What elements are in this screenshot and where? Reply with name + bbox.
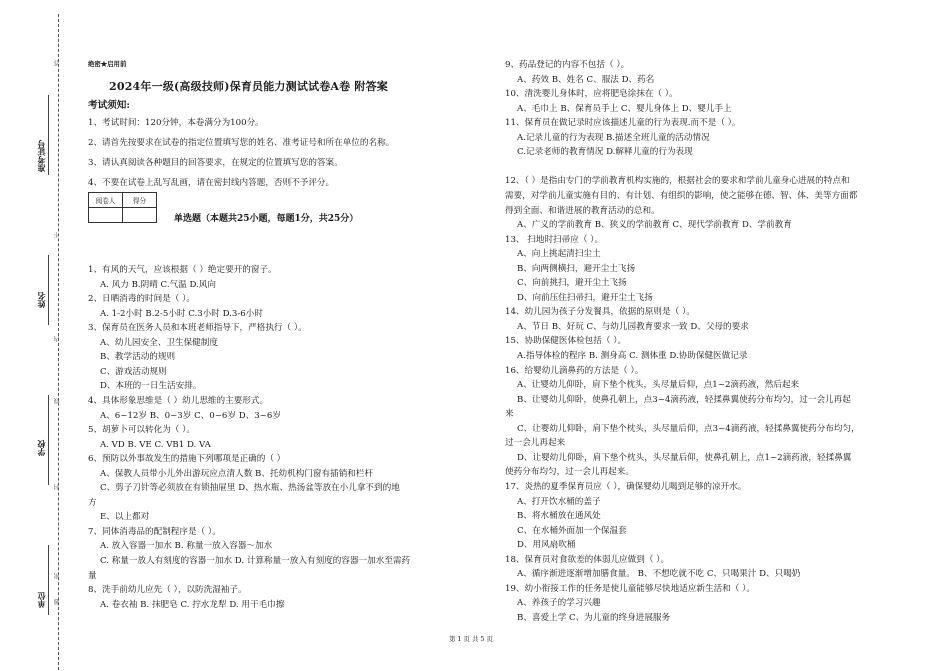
question-line: C、让婴幼儿仰卧，肩下垫个枕头，头尽量后仰，点3~4滴药液，轻揉鼻翼使药分布均匀， — [517, 423, 860, 434]
field-label-school: 学校 — [36, 440, 46, 456]
seal-char: 密 — [54, 573, 61, 579]
question-line: A、循序渐进逐渐增加膳食量。 B、不想吃就不吃 C、只喝果汁 D、只喝奶 — [517, 569, 801, 580]
question-line: 7、同体消毒品的配制程序是（ ）。 — [88, 526, 221, 537]
question-line: 需要，对学前儿童实施有目的、有计划、有组织的影响，使之能够在德、智、体、美等方面都 — [505, 190, 858, 201]
secret-tag: 绝密★启用前 — [88, 60, 127, 68]
question-line: C、向前挑扫，避开尘土飞扬 — [517, 278, 627, 289]
notice-heading: 考试须知: — [88, 100, 130, 111]
question-line: 12、（ ）是指由专门的学前教育机构实施的，根据社会的要求和学前儿童身心进展的特点和 — [505, 176, 850, 187]
notice-item: 1、考试时间：120分钟，本卷满分为100分。 — [88, 118, 264, 128]
question-line: A、6~12岁 B、0~3岁 C、0~6岁 D、3~6岁 — [100, 410, 281, 421]
question-line: C、游戏活动规则 — [100, 366, 167, 377]
question-line: A、幼儿园安全、卫生保健制度 — [100, 337, 218, 348]
question-line: 18、保育员对食欲差的体弱儿应做到（ ）。 — [505, 554, 670, 565]
question-line: 16、给婴幼儿滴鼻药的方法是（ ）。 — [505, 365, 644, 376]
question-line: D、用风扇吹桶 — [517, 540, 576, 551]
question-line: 19、幼小衔接工作的任务是使儿童能够尽快地适应新生活和（ ）。 — [505, 583, 755, 594]
notice-item: 3、请认真阅读各种题目的回答要求，在规定的位置填写您的答案。 — [88, 158, 343, 168]
field-line-unit — [48, 545, 49, 615]
score-box — [88, 192, 157, 223]
question-line: D、让婴幼儿仰卧，肩下垫个枕头，头尽量后仰，使鼻孔朝上，点1~2滴药液，轻揉鼻翼 — [517, 452, 852, 463]
field-line-name — [48, 255, 49, 325]
question-line: 10、清洗婴儿身体时，应将肥皂涂抹在（ ）。 — [505, 89, 678, 100]
score-label: 得分 — [123, 193, 157, 208]
question-line: 15、协助保健医体检包括（ ）。 — [505, 336, 627, 347]
question-line: 得到全面、和谐进展的教育活动的总和。 — [505, 205, 660, 216]
seal-char: 答 — [54, 60, 61, 66]
section-title: 单选题（本题共25小题，每题1分，共25分） — [174, 214, 359, 224]
question-line: 1、有风的天气，应该根据（ ）绝定要开的窗子。 — [88, 265, 277, 275]
question-line: 来 — [505, 409, 514, 420]
seal-char: 线 — [54, 398, 61, 404]
question-line: C、在水桶外面加一个保温套 — [517, 525, 627, 536]
binding-margin — [14, 0, 61, 671]
page-title: 2024年一级(高级技师)保育员能力测试试卷A卷 附答案 — [109, 80, 388, 93]
question-line: A、节日 B、好玩 C、与幼儿园教育要求一致 D、父母的要求 — [517, 321, 749, 332]
question-line: B、将水桶放在通风处 — [517, 511, 601, 522]
question-line: D、本班的一日生活安排。 — [100, 381, 202, 392]
notice-item: 4、不要在试卷上乱写乱画，请在密封线内答题，否则不予评分。 — [88, 178, 335, 188]
question-line: A、养孩子的学习兴趣 — [517, 598, 601, 609]
field-line-exam-number — [48, 95, 49, 175]
question-line: A、向上挑起清扫尘土 — [517, 249, 601, 260]
question-line: 6、预防以外事故发生的措施下列哪项是正确的（ ） — [88, 454, 286, 465]
question-line: 14、幼儿园为孩子分发餐具，依据的原则是（ ）。 — [505, 307, 695, 318]
question-line: B、向两侧横扫，避开尘土飞扬 — [517, 263, 636, 274]
question-line: 过一会儿再起来 — [505, 438, 566, 449]
question-line: A. 1-2小时 B.2-5小时 C.3小时 D.3-6小时 — [100, 308, 263, 319]
question-line: C.记录老师的教育情况 D.解释儿童的行为表现 — [517, 147, 693, 158]
question-line: A. 风力 B.阴晴 C.气温 D.风向 — [100, 279, 216, 290]
notice-item: 2、请首先按要求在试卷的指定位置填写您的姓名、准考证号和所在单位的名称。 — [88, 138, 395, 148]
question-line: 5、胡萝卜可以转化为（ ）。 — [88, 425, 196, 436]
question-line: A. 卷衣袖 B. 抹肥皂 C. 拧水龙犁 D. 用干毛巾擦 — [100, 599, 285, 610]
page-footer: 第 1 页 共 5 页 — [449, 635, 493, 643]
question-line: C. 称量一放人有刻度的容器一加水 D. 计算称量一放入有刻度的容器一加水至需药 — [100, 556, 411, 566]
question-line: E、以上都对 — [100, 512, 150, 523]
question-line: 8、洗手前幼儿应先（ ），以防洗湿袖子。 — [88, 585, 247, 596]
seal-char: 封 — [54, 484, 61, 490]
question-line: A、让婴幼儿仰卧，肩下垫个枕头，头尽量后仰，点1~2滴药液，然后起来 — [517, 380, 800, 391]
field-label-name: 姓名 — [36, 292, 46, 308]
seal-dashed-line — [58, 14, 59, 670]
question-line: A.记录儿童的行为表现 B.描述全班儿童的活动情况 — [517, 132, 710, 143]
question-line: 11、保育员在做记录时应该描述儿童的行为表现.而不是（ ）。 — [505, 118, 741, 129]
score-cell[interactable] — [123, 208, 157, 223]
question-line: A.指导体检的程序 B. 测身高 C. 测体重 D.协助保健医做记录 — [517, 351, 748, 361]
question-line: B、教学活动的规则 — [100, 352, 176, 363]
question-line: B、喜爱上学 C、为儿童的终身进展服务 — [517, 612, 671, 623]
question-line: A、打开饮水桶的盖子 — [517, 496, 601, 507]
question-line: D、向前压住扫帚扫，避开尘土飞扬 — [517, 292, 653, 303]
seal-char: 内 — [54, 336, 61, 342]
question-line: B、让婴幼儿仰卧，使鼻孔朝上，点3~4滴药液，轻揉鼻翼使药分布均匀，过一会儿再起 — [517, 394, 851, 405]
question-line: A、药效 B、姓名 C、服法 D、药名 — [517, 74, 655, 85]
question-line: 使药分布均匀，过一会儿再起来。 — [505, 467, 634, 478]
reviewer-cell[interactable] — [89, 208, 123, 223]
question-line: 13、 扫地时扫帚应（ ）。 — [505, 234, 604, 245]
question-line: 9、药品登记的内容不包括（ ）。 — [505, 60, 630, 70]
question-line: 3、保育员在医务人员和本班老师指导下，严格执行（ ）。 — [88, 323, 307, 334]
question-line: A、保教人员带小儿外出游玩应点清人数 B、托幼机构门窗有插销和栏杆 — [100, 468, 374, 479]
seal-char: 不 — [54, 232, 61, 238]
field-label-unit: 单位 — [36, 592, 46, 608]
question-line: 17、炎热的夏季保育员应（ ），确保婴幼儿喝到足够的凉开水。 — [505, 481, 747, 492]
question-line: A、广义的学前教育 B、狭义的学前教育 C、现代学前教育 D、学前教育 — [517, 220, 792, 231]
question-line: A、毛巾上 B、保育员手上 C、婴儿身体上 D、婴儿手上 — [517, 103, 732, 114]
field-line-school — [48, 395, 49, 485]
question-line: C、剪子刀针等必须放在有锁抽屉里 D、热水瓶、热汤盆等放在小儿拿不到的地 — [100, 483, 400, 494]
question-line: A. 放入容器一加水 B. 称量一放入容器～加水 — [100, 541, 273, 552]
field-label-exam-number: 准考证号 — [36, 140, 46, 172]
question-line: 量 — [88, 570, 97, 581]
reviewer-label: 阅卷人 — [89, 193, 123, 208]
question-line: 2、日晒消毒的时间是（ ）。 — [88, 294, 196, 305]
question-line: 方 — [88, 497, 97, 508]
question-line: 4、具体形象思维是（ ）幼儿思维的主要形式。 — [88, 395, 269, 406]
question-line: A. VD B. VE C. VB1 D. VA — [100, 439, 211, 450]
seal-char: 题 — [54, 599, 61, 605]
